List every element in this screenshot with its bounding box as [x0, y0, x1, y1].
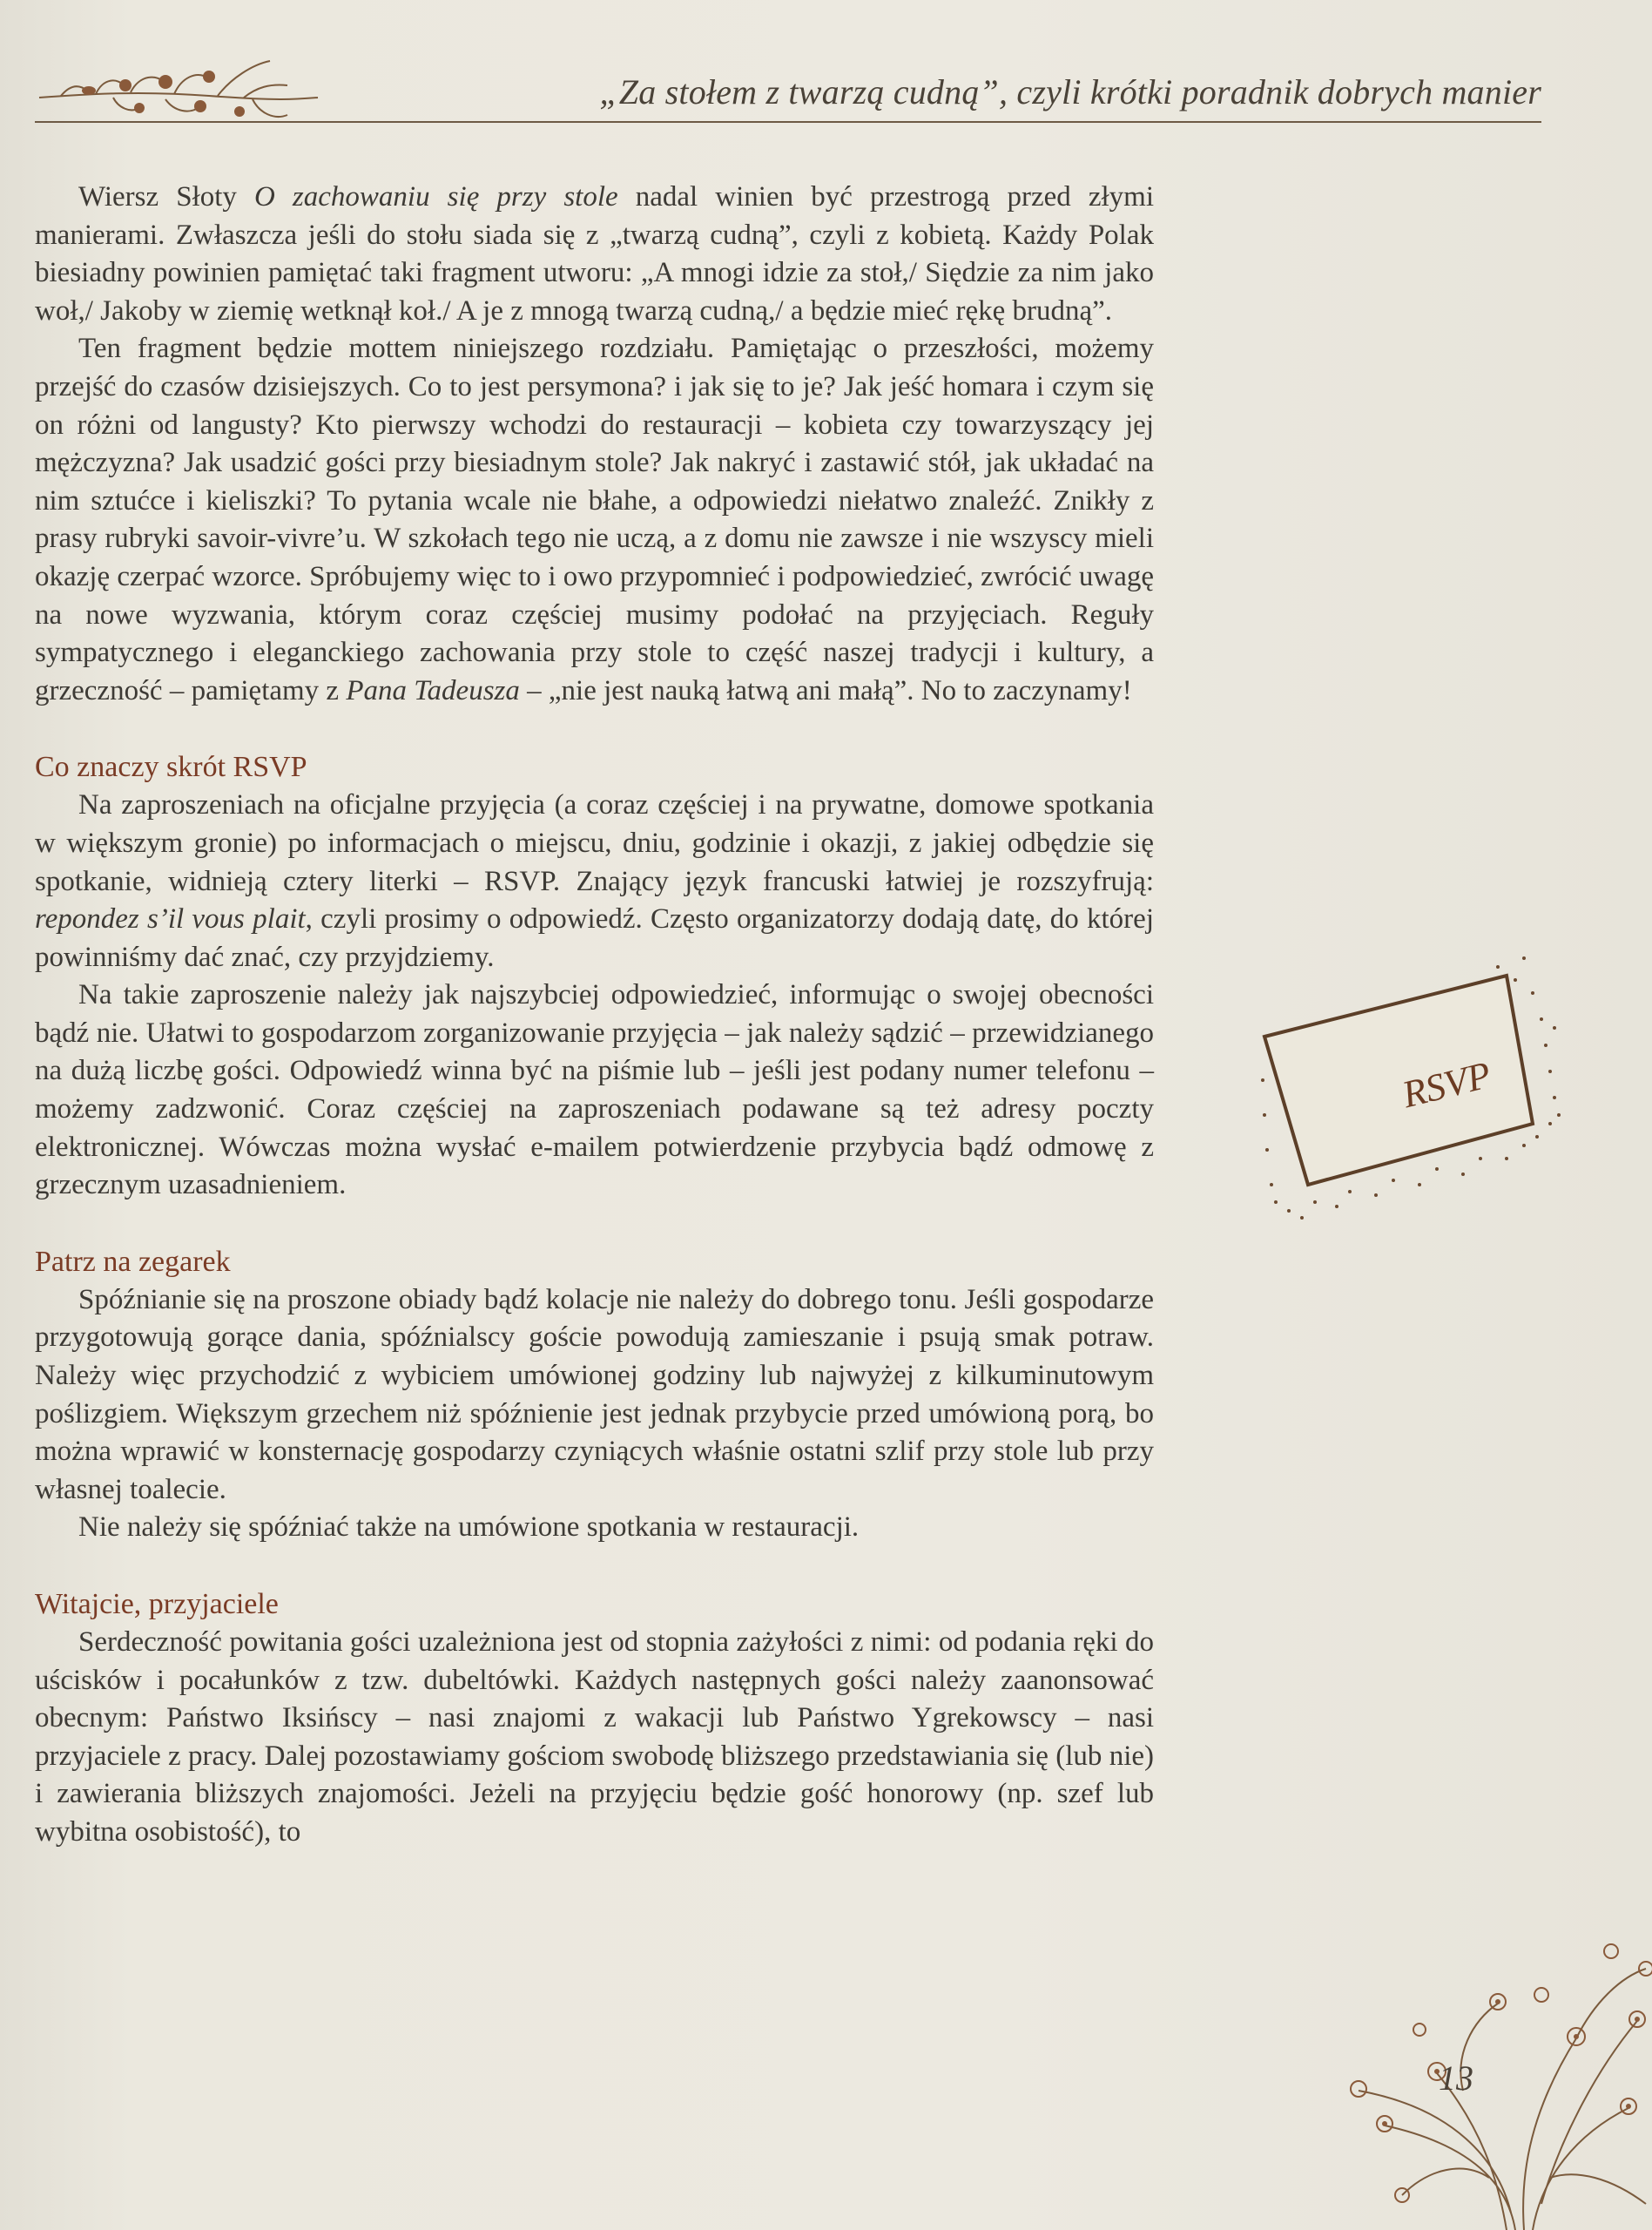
punctuality-paragraph-2: Nie należy się spóźniać także na umówione spotkania w restauracji.	[78, 1511, 860, 1544]
section-heading-punctuality: Patrz na zegarek	[35, 1245, 231, 1278]
article-body	[35, 179, 1154, 1852]
welcome-paragraph-1: Serdeczność powitania gości uzależniona jest od stopnia zażyłości z nimi: od podania ręki do uścisków i pocałunków z tzw. dubeltówki. Każdych następnych gości należy zaanonsować obecnym: Państwo Iksińscy – nasi znajomi z wakacji lub Państwo Ygrekowscy – nasi przyjaciele z pracy. Dalej pozostawiamy gościom swobodę bliższego przedstawiania się (lub nie) i zawierania bliższych znajomości. Jeżeli na przyjęciu będzie gość honorowy (np. szef lub wybitna osobistość), to	[35, 1626, 1154, 1848]
rsvp-card-icon	[1254, 941, 1568, 1237]
page-number: 13	[1439, 2058, 1473, 2098]
rsvp-paragraph-2: Na takie zaproszenie należy jak najszybciej odpowiedzieć, informując o swojej obecności bądź nie. Ułatwi to gospodarzom zorganizowanie przyjęcia – jak należy sądzić – przewidzianego na dużą liczbę gości. Odpowiedź winna być na piśmie lub – jeśli jest podany numer telefonu – możemy zadzwonić. Coraz częściej na zaproszeniach podawane są też adresy poczty elektronicznej. Wówczas można wysłać e-mailem potwierdzenie przybycia bądź odmowę z grzecznym uzasadnieniem.	[35, 979, 1154, 1201]
rsvp-paragraph-1: Na zaproszeniach na oficjalne przyjęcia (a coraz częściej i na prywatne, domowe spotkania w większym gronie) po informacjach o miejscu, dniu, godzinie i okazji, z jakiej odbędzie się spotkanie, widnieją cztery literki – RSVP. Znający język francuski łatwiej je rozszyfrują: repondez s’il vous plait, czyli prosimy o odpowiedź. Często organizatorzy dodają datę, do której powinniśmy dać znać, czy przyjdziemy.	[35, 789, 1154, 973]
punctuality-paragraph-1: Spóźnianie się na proszone obiady bądź kolacje nie należy do dobrego tonu. Jeśli gospodarze przygotowują gorące dania, spóźnialscy goście powodują zamieszanie i psują smak potraw. Należy więc przychodzić z wybiciem umówionej godziny lub najwyżej z kilkuminutowym poślizgiem. Większym grzechem niż spóźnienie jest jednak przybycie przed umówioną porą, bo można wprawić w konsternację gospodarzy czyniących właśnie ostatni szlif przy stole lub przy własnej toalecie.	[35, 1283, 1154, 1505]
section-heading-rsvp: Co znaczy skrót RSVP	[35, 751, 307, 784]
intro-paragraph-1: Wiersz Słoty O zachowaniu się przy stole nadal winien być przestrogą przed złymi manierami. Zwłaszcza jeśli do stołu siada się z „twarzą cudną”, czyli z kobietą. Każdy Polak biesiadny powinien pamiętać taki fragment utworu: „A mnogi idzie za stoł,/ Siędzie za nim jako woł,/ Jakoby w ziemię wetknął koł./ A je z mnogą twarzą cudną,/ a będzie mieć rękę brudną”.	[35, 181, 1154, 327]
header-title: „Za stołem z twarzą cudną”, czyli krótki poradnik dobrych manier	[599, 72, 1541, 112]
intro-paragraph-2: Ten fragment będzie mottem niniejszego rozdziału. Pamiętając o przeszłości, możemy przejść do czasów dzisiejszych. Co to jest persymona? i jak się to je? Jak jeść homara i czym się on różni od langusty? Kto pierwszy wchodzi do restauracji – kobieta czy towarzyszący jej mężczyzna? Jak usadzić gości przy biesiadnym stole? Jak nakryć i zastawić stół, jak układać na nim sztućce i kieliszki? To pytania wcale nie błahe, a odpowiedzi niełatwo znaleźć. Znikły z prasy rubryki savoir-vivre’u. W szkołach tego nie uczą, a z domu nie zawsze i nie wszyscy mieli okazję czerpać wzorce. Spróbujemy więc to i owo przypomnieć i podpowiedzieć, zwrócić uwagę na nowe wyzwania, którym coraz częściej musimy podołać na przyjęciach. Reguły sympatycznego i eleganckiego zachowania przy stole to część naszej tradycji i kultury, a grzeczność – pamiętamy z Pana Tadeusza – „nie jest nauką łatwą ani małą”. No to zaczynamy!	[35, 333, 1154, 706]
header-divider	[35, 121, 1541, 123]
flower-bouquet-icon	[1332, 1916, 1652, 2230]
floral-ornament-icon	[35, 52, 322, 131]
rsvp-card-text: RSVP	[1398, 1052, 1495, 1117]
section-heading-welcome: Witajcie, przyjaciele	[35, 1588, 279, 1620]
running-header	[35, 52, 1541, 131]
